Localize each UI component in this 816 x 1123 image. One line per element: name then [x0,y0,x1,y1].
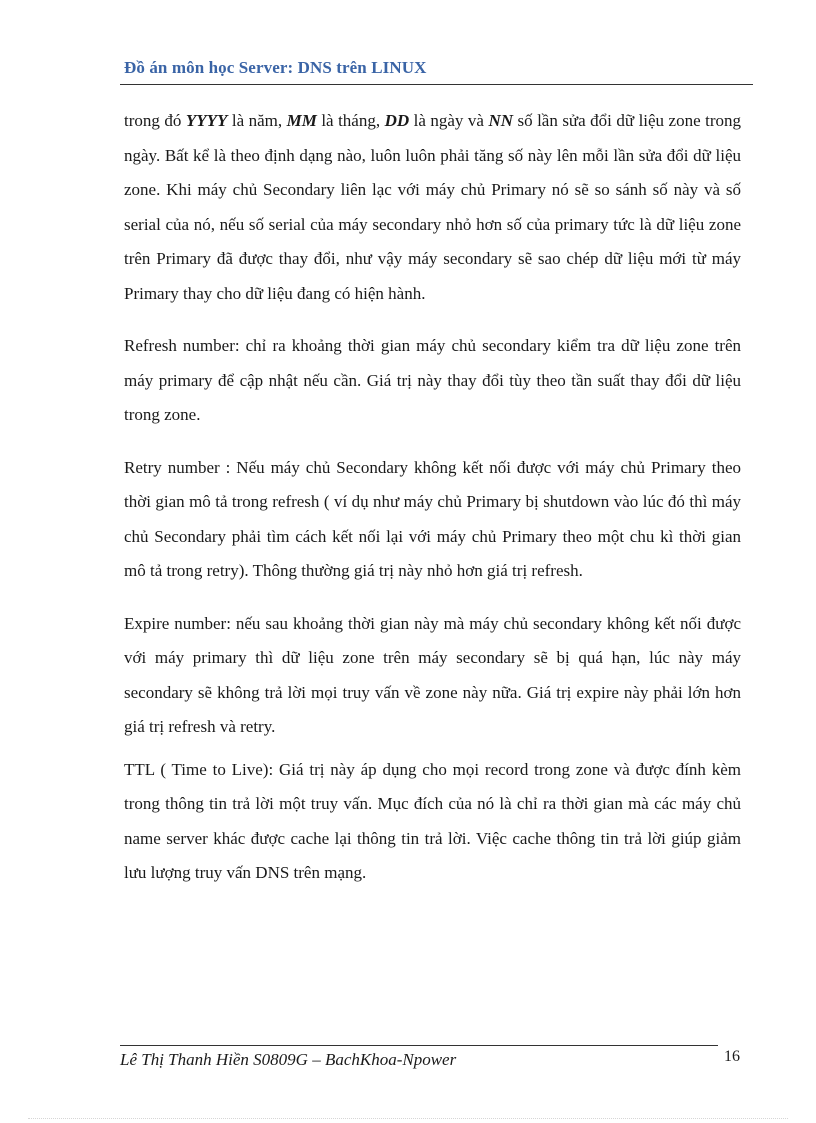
term-yyyy: YYYY [185,111,228,130]
term-nn: NN [488,111,513,130]
header-divider [120,84,753,85]
page-header-title: Đồ án môn học Server: DNS trên LINUX [124,58,427,77]
text-segment: số lần sửa đổi dữ liệu zone trong ngày. Bất kể là theo định dạng nào, luôn luôn phải tăng số này lên mỗi lần sửa đổi dữ liệu zone. Khi máy chủ Secondary liên lạc với máy chủ Primary nó sẽ so sánh số này và số serial của nó, nếu số serial của máy secondary nhỏ hơn số của primary tức là dữ liệu zone trên Primary đã được thay đổi, như vậy máy secondary sẽ sao chép dữ liệu mới từ máy Primary thay cho dữ liệu đang có hiện hành. [124,111,741,303]
paragraph-expire: Expire number: nếu sau khoảng thời gian này mà máy chủ secondary không kết nối được với máy primary thì dữ liệu zone trên máy secondary sẽ bị quá hạn, lúc này máy secondary sẽ không trả lời mọi truy vấn về zone này nữa. Giá trị expire này phải lớn hơn giá trị refresh và retry. [124,613,741,736]
document-body [124,104,741,891]
paragraph-serial-format [124,104,741,311]
page-number: 16 [724,1048,740,1065]
text-segment: là tháng, [316,111,385,130]
footer-author: Lê Thị Thanh Hiền S0809G – BachKhoa-Npower [120,1050,457,1069]
term-mm: MM [286,111,317,130]
text-segment: là năm, [227,111,287,130]
paragraph-retry: Retry number : Nếu máy chủ Secondary không kết nối được với máy chủ Primary theo thời gian mô tả trong refresh ( ví dụ như máy chủ Primary bị shutdown vào lúc đó thì máy chủ Secondary phải tìm cách kết nối lại với máy chủ Primary theo một chu kì thời gian mô tả trong retry). Thông thường giá trị này nhỏ hơn giá trị refresh. [124,457,741,580]
text-segment: trong đó [124,111,186,130]
paragraph-ttl: TTL ( Time to Live): Giá trị này áp dụng cho mọi record trong zone và được đính kèm trong thông tin trả lời một truy vấn. Mục đích của nó là chỉ ra thời gian mà các máy chủ name server khác được cache lại thông tin trả lời. Việc cache thông tin trả lời giúp giảm lưu lượng truy vấn DNS trên mạng. [124,759,741,882]
paragraph-refresh: Refresh number: chỉ ra khoảng thời gian máy chủ secondary kiểm tra dữ liệu zone trên máy primary để cập nhật nếu cần. Giá trị này thay đổi tùy theo tần suất thay đổi dữ liệu trong zone. [124,336,741,424]
footer-divider [120,1045,718,1046]
text-segment: là ngày và [409,111,489,130]
term-dd: DD [384,111,410,130]
page-bottom-dotted-line [28,1118,788,1119]
